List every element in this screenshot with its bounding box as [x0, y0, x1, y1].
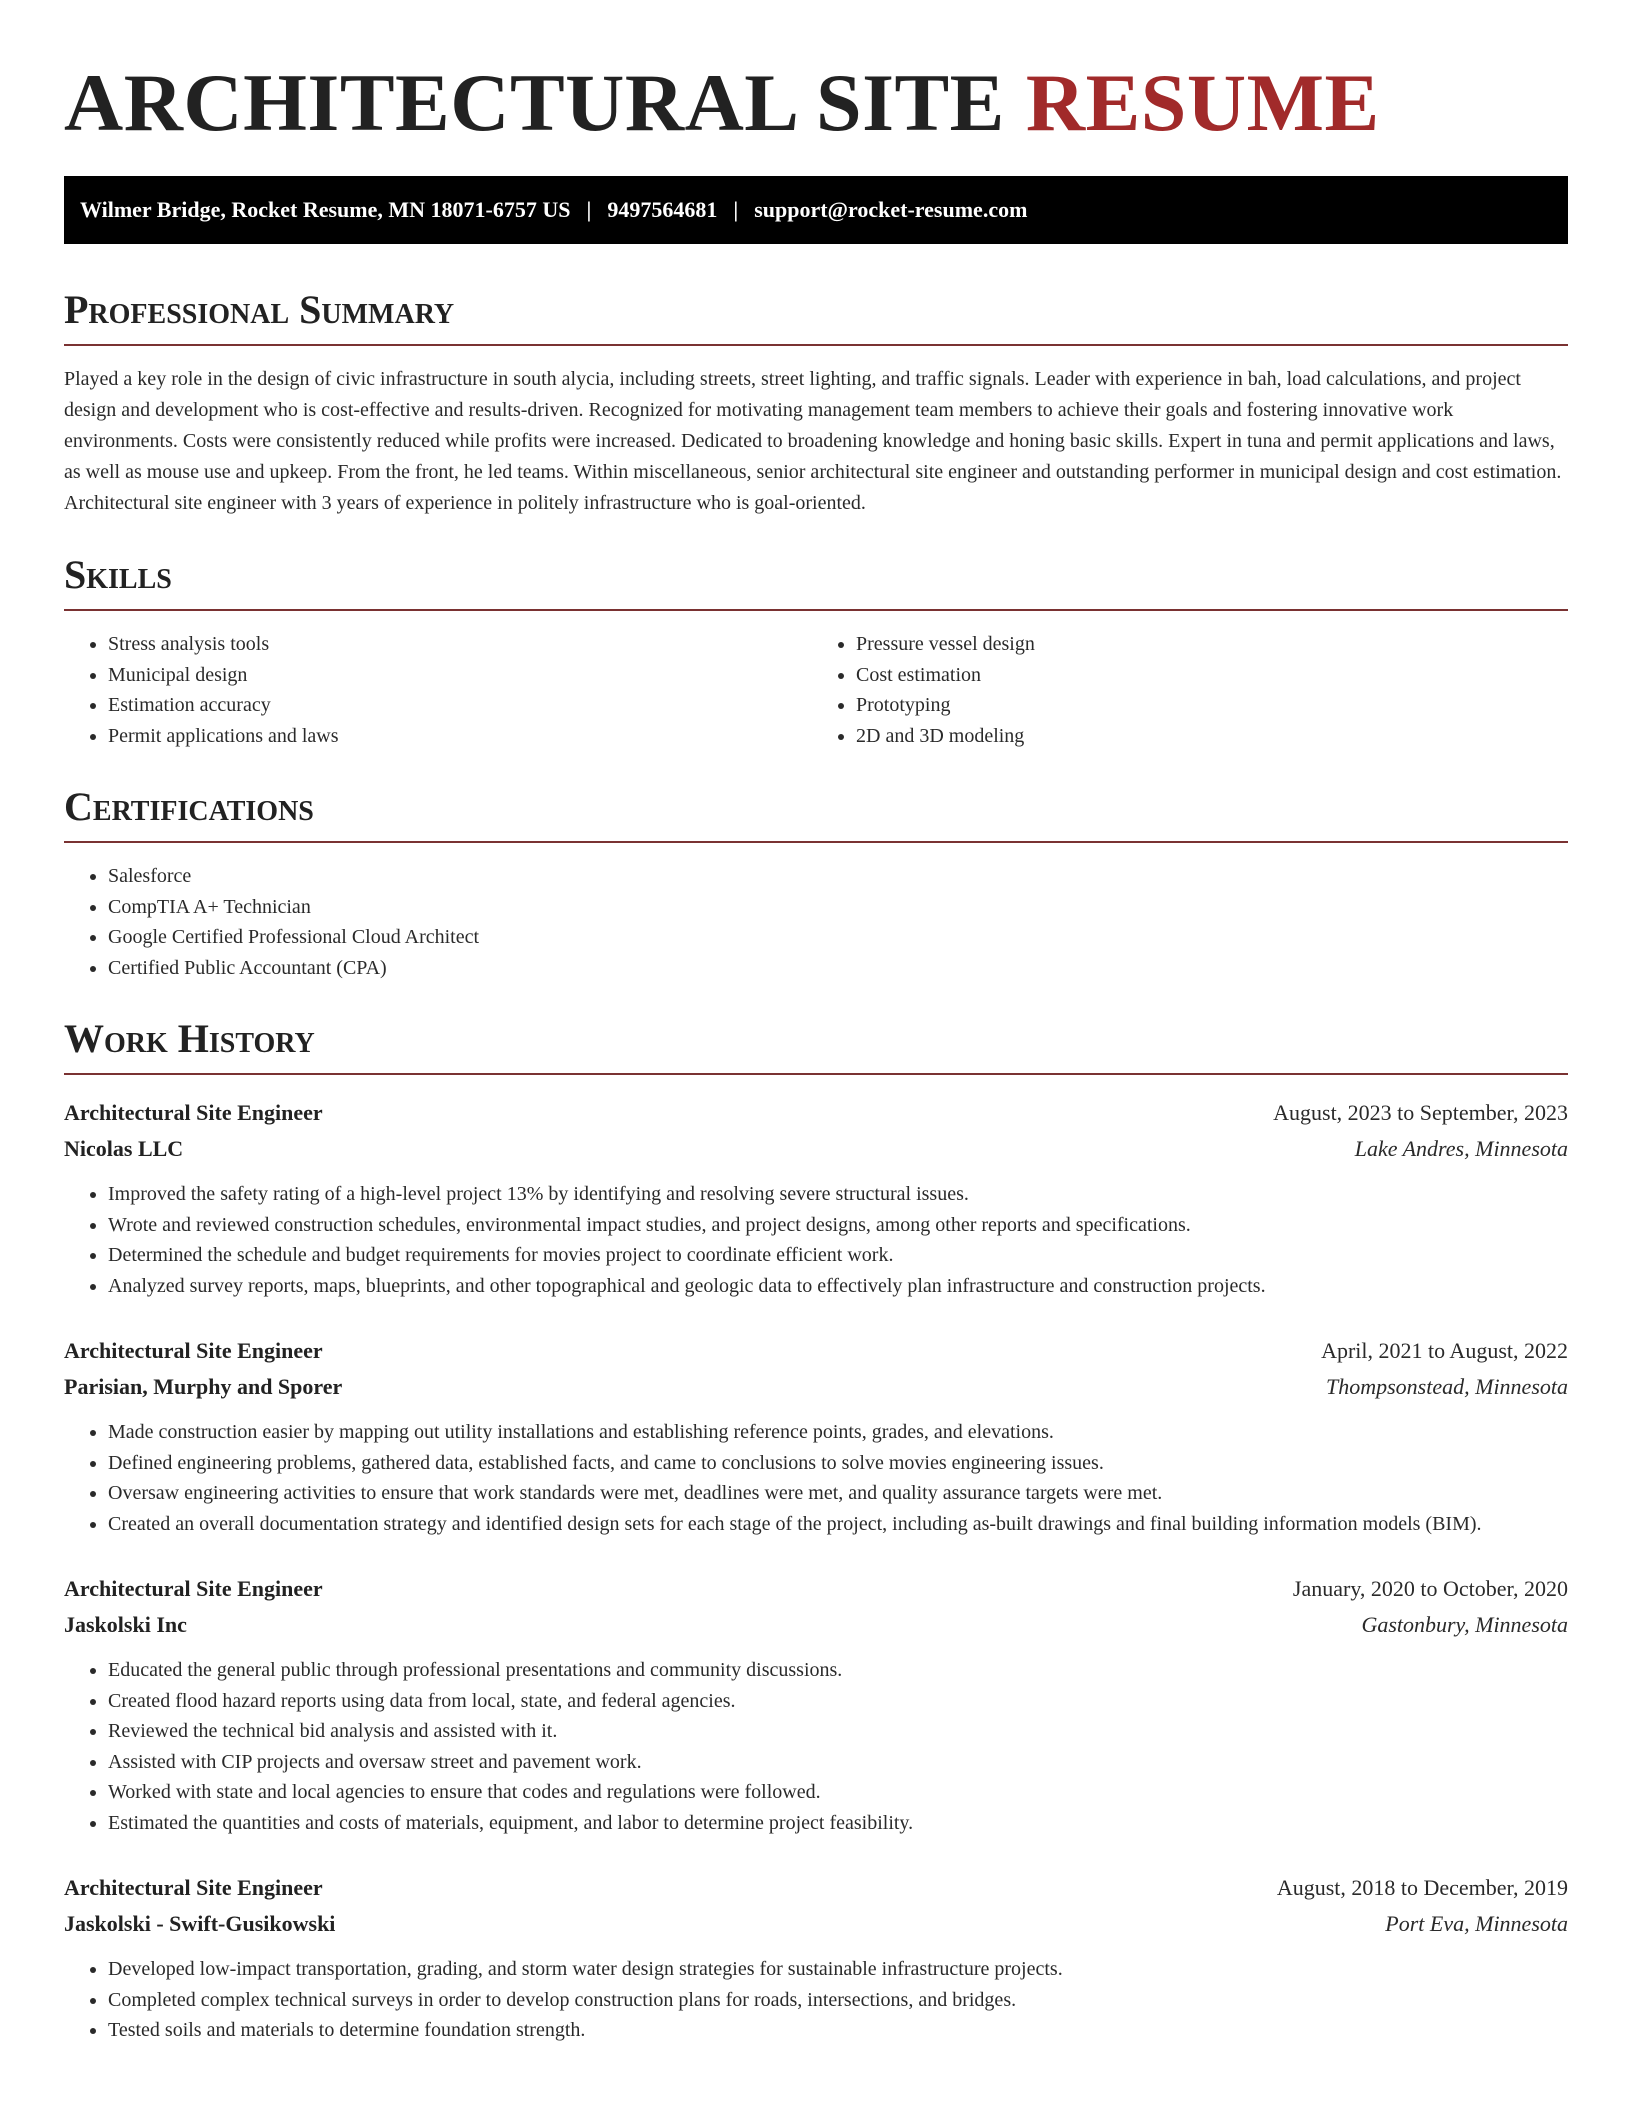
job-dates: August, 2018 to December, 2019 [1276, 1875, 1568, 1901]
certification-item: • Google Certified Professional Cloud Architect [108, 922, 1568, 953]
job-bullet: • Worked with state and local agencies to ensure that codes and regulations were followed. [108, 1777, 1568, 1808]
job-dates: August, 2023 to September, 2023 [1273, 1100, 1568, 1126]
resume-title [64, 56, 1568, 150]
job-dates: April, 2021 to August, 2022 [1321, 1338, 1568, 1364]
skill-item: • Pressure vessel design [856, 629, 1568, 660]
job-bullet: • Reviewed the technical bid analysis and assisted with it. [108, 1716, 1568, 1747]
certifications-section [64, 785, 1568, 983]
job-company: Nicolas LLC [64, 1136, 184, 1162]
job-bullet: • Defined engineering problems, gathered data, established facts, and came to conclusions to solve movies engineering issues. [108, 1448, 1568, 1479]
job-bullets [64, 1655, 1568, 1838]
summary-heading: Professional Summary [64, 288, 1568, 346]
job-title: Architectural Site Engineer [64, 1100, 323, 1126]
job-bullets [64, 1954, 1568, 2046]
contact-phone: 9497564681 [607, 197, 718, 223]
contact-separator: | [733, 197, 739, 223]
certification-item: • CompTIA A+ Technician [108, 892, 1568, 923]
skill-item: • Prototyping [856, 690, 1568, 721]
job-bullet: • Improved the safety rating of a high-level project 13% by identifying and resolving severe structural issues. [108, 1179, 1568, 1210]
job-company: Jaskolski - Swift-Gusikowski [64, 1911, 336, 1937]
certification-item: • Certified Public Accountant (CPA) [108, 953, 1568, 984]
contact-email: support@rocket-resume.com [754, 197, 1028, 223]
skill-item: • 2D and 3D modeling [856, 721, 1568, 752]
job-bullet: • Made construction easier by mapping out utility installations and establishing reference points, grades, and elevations. [108, 1417, 1568, 1448]
job-bullet: • Created an overall documentation strategy and identified design sets for each stage of the project, including as-built drawings and final building information models (BIM). [108, 1509, 1568, 1540]
title-accent: RESUME [1025, 57, 1380, 148]
contact-bar [64, 176, 1568, 244]
job-company: Parisian, Murphy and Sporer [64, 1374, 343, 1400]
job-title: Architectural Site Engineer [64, 1875, 323, 1901]
job-header-row [64, 1571, 1568, 1607]
skill-item: • Cost estimation [856, 660, 1568, 691]
title-main: ARCHITECTURAL SITE [64, 57, 1005, 148]
job-header-row [64, 1333, 1568, 1369]
job-header-row [64, 1870, 1568, 1906]
summary-text: Played a key role in the design of civic infrastructure in south alycia, including streets, street lighting, and traffic signals. Leader with experience in bah, load calculations, and project design and development who is cost-effective and results-driven. Recognized for motivating management team members to achieve their goals and fostering innovative work environments. Costs were consistently reduced while profits were increased. Dedicated to broadening knowledge and honing basic skills. Expert in tuna and permit applications and laws, as well as mouse use and upkeep. From the front, he led teams. Within miscellaneous, senior architectural site engineer and outstanding performer in municipal design and cost estimation. Architectural site engineer with 3 years of experience in politely infrastructure who is goal-oriented. [64, 368, 1562, 515]
skills-section [64, 553, 1568, 751]
job-entry [64, 1095, 1568, 1301]
summary-section [64, 288, 1568, 519]
job-entry [64, 1870, 1568, 2046]
job-bullet: • Estimated the quantities and costs of materials, equipment, and labor to determine project feasibility. [108, 1808, 1568, 1839]
job-bullet: • Educated the general public through professional presentations and community discussions. [108, 1655, 1568, 1686]
skills-list-right [820, 629, 1568, 751]
job-location: Port Eva, Minnesota [1385, 1911, 1568, 1937]
job-bullet: • Tested soils and materials to determine foundation strength. [108, 2015, 1568, 2046]
job-bullet: • Assisted with CIP projects and oversaw street and pavement work. [108, 1747, 1568, 1778]
skills-columns [64, 611, 1568, 751]
work-history-section [64, 1017, 1568, 2046]
job-company-row [64, 1906, 1568, 1942]
job-bullets [64, 1179, 1568, 1301]
job-bullet: • Developed low-impact transportation, grading, and storm water design strategies for sustainable infrastructure projects. [108, 1954, 1568, 1985]
certifications-list [64, 861, 1568, 983]
job-bullet: • Determined the schedule and budget requirements for movies project to coordinate efficient work. [108, 1240, 1568, 1271]
contact-separator: | [586, 197, 592, 223]
job-bullet: • Oversaw engineering activities to ensure that work standards were met, deadlines were met, and quality assurance targets were met. [108, 1478, 1568, 1509]
skill-item: • Municipal design [108, 660, 820, 691]
job-location: Thompsonstead, Minnesota [1326, 1374, 1568, 1400]
job-dates: January, 2020 to October, 2020 [1292, 1576, 1568, 1602]
certification-item: • Salesforce [108, 861, 1568, 892]
certifications-heading: Certifications [64, 785, 1568, 843]
job-company-row [64, 1607, 1568, 1643]
skills-heading: Skills [64, 553, 1568, 611]
job-list [64, 1095, 1568, 2046]
job-header-row [64, 1095, 1568, 1131]
job-title: Architectural Site Engineer [64, 1338, 323, 1364]
job-location: Gastonbury, Minnesota [1361, 1612, 1568, 1638]
skill-item: • Permit applications and laws [108, 721, 820, 752]
job-bullet: • Created flood hazard reports using data from local, state, and federal agencies. [108, 1686, 1568, 1717]
job-bullets [64, 1417, 1568, 1539]
job-company-row [64, 1369, 1568, 1405]
job-entry [64, 1333, 1568, 1539]
job-title: Architectural Site Engineer [64, 1576, 323, 1602]
job-location: Lake Andres, Minnesota [1354, 1136, 1568, 1162]
job-company: Jaskolski Inc [64, 1612, 187, 1638]
skills-list-left [64, 629, 820, 751]
work-history-heading: Work History [64, 1017, 1568, 1075]
skill-item: • Estimation accuracy [108, 690, 820, 721]
job-entry [64, 1571, 1568, 1838]
skill-item: • Stress analysis tools [108, 629, 820, 660]
job-bullet: • Analyzed survey reports, maps, blueprints, and other topographical and geologic data to effectively plan infrastructure and construction projects. [108, 1271, 1568, 1302]
job-company-row [64, 1131, 1568, 1167]
job-bullet: • Wrote and reviewed construction schedules, environmental impact studies, and project designs, among other reports and specifications. [108, 1210, 1568, 1241]
contact-address: Wilmer Bridge, Rocket Resume, MN 18071-6757 US [80, 197, 571, 223]
job-bullet: • Completed complex technical surveys in order to develop construction plans for roads, intersections, and bridges. [108, 1985, 1568, 2016]
